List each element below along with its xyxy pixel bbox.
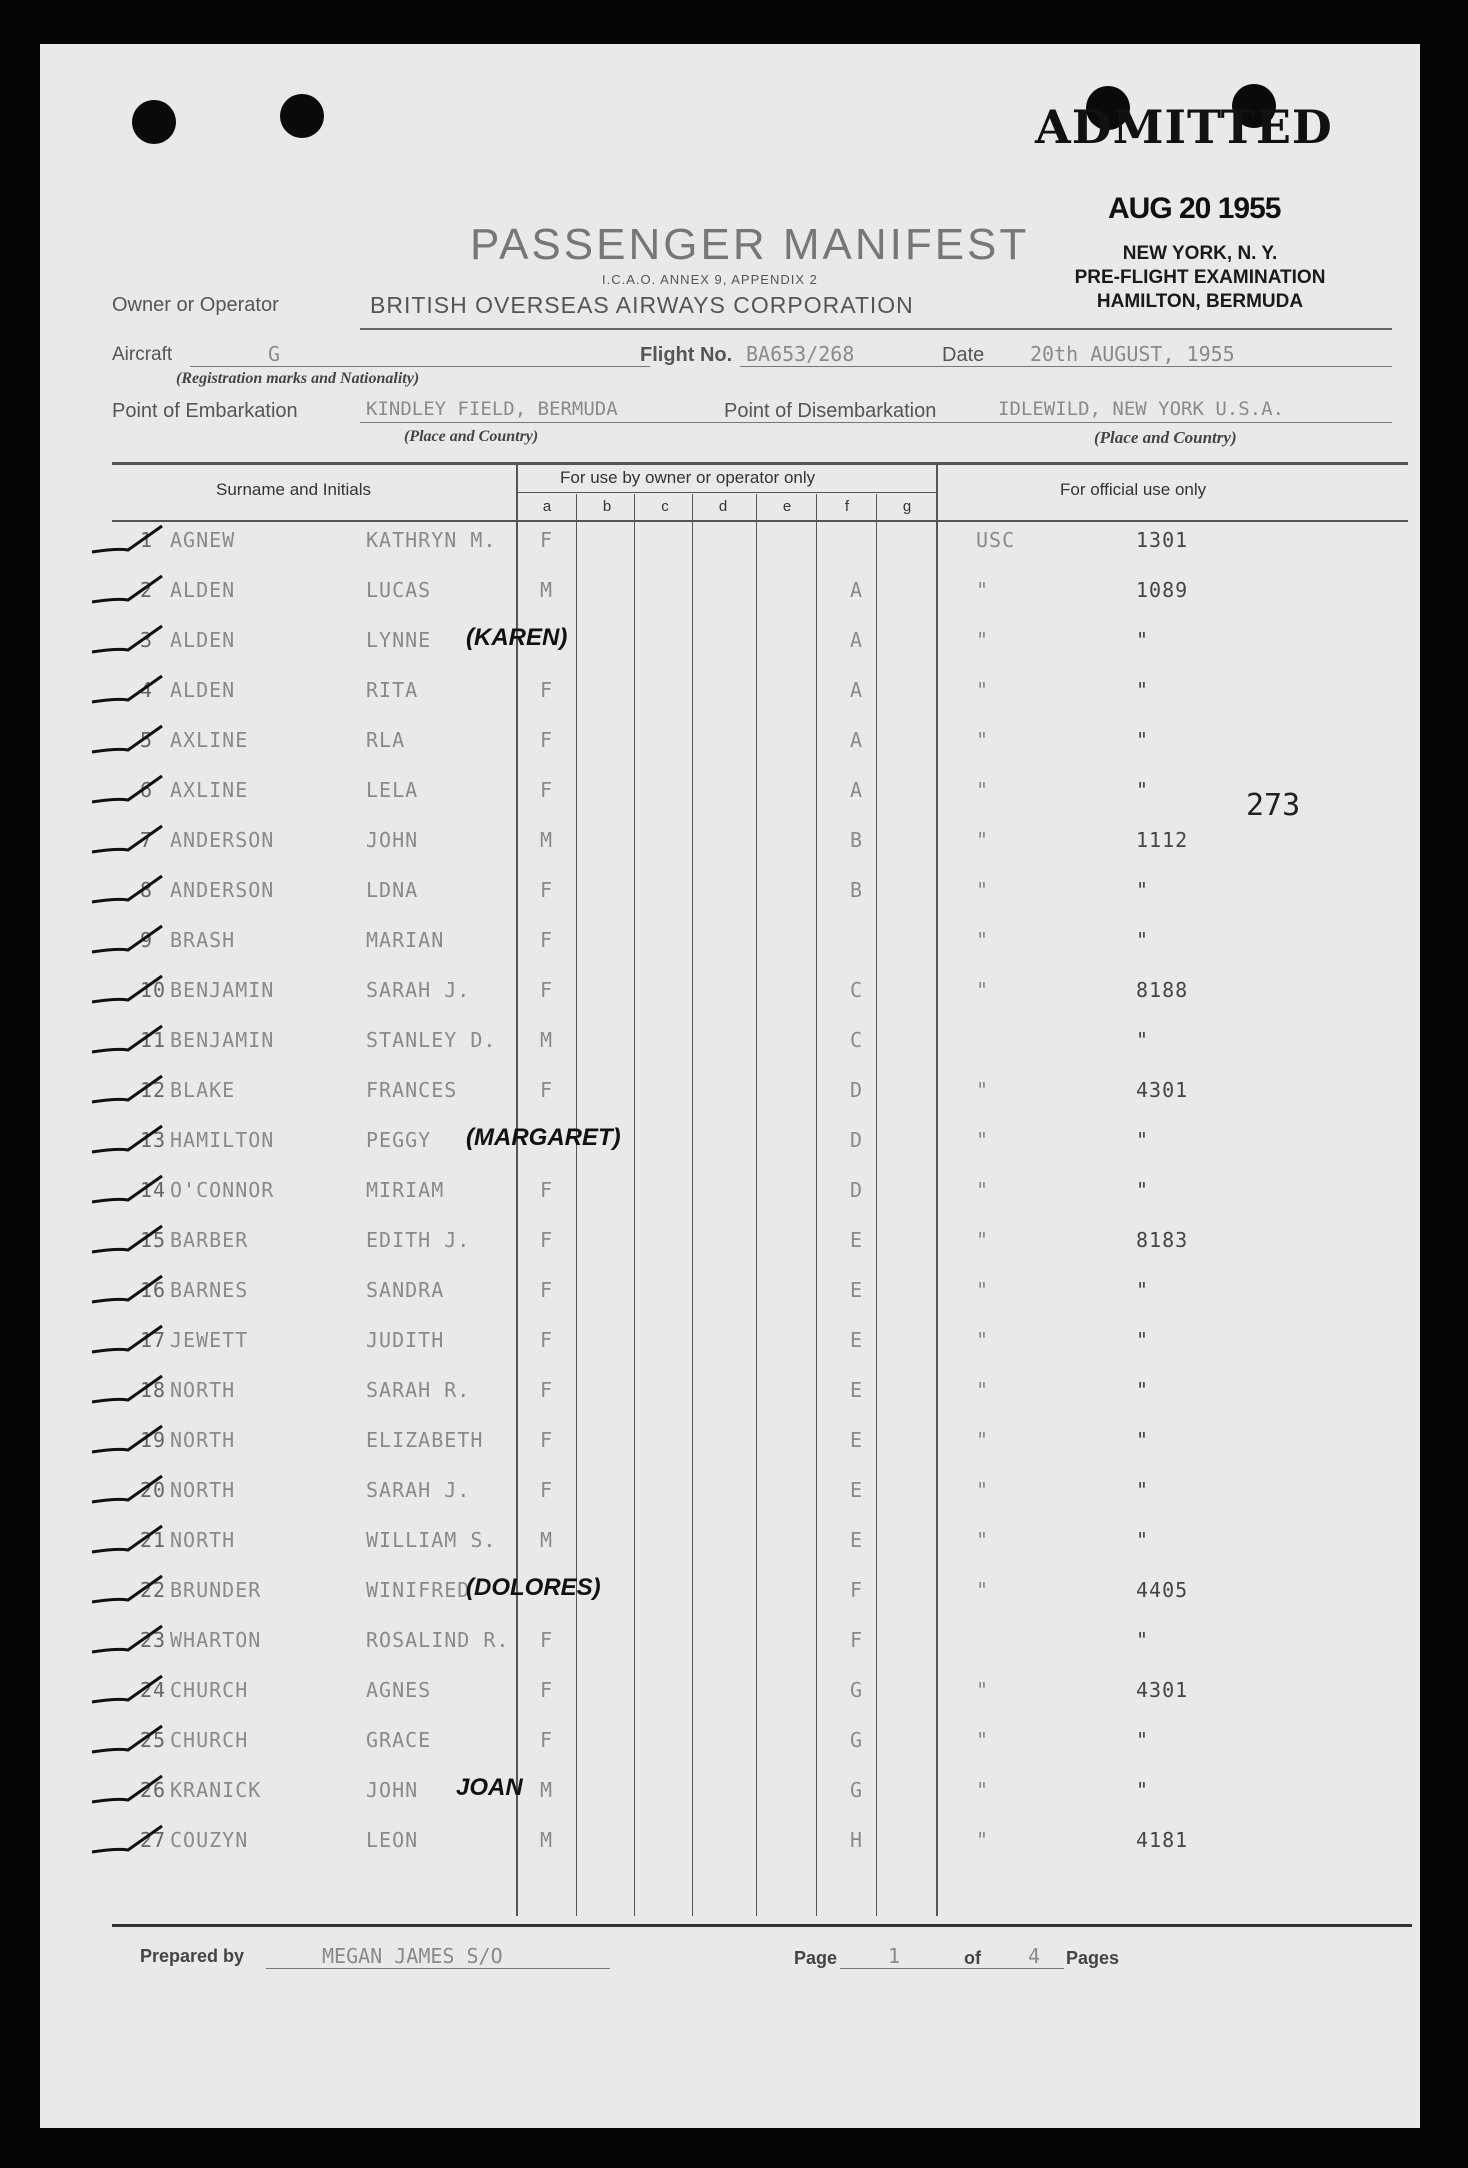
official-number: " bbox=[1136, 728, 1150, 752]
row-number: 25 bbox=[140, 1728, 167, 1752]
sex-code: F bbox=[540, 528, 554, 552]
manifest-page bbox=[40, 44, 1420, 2128]
col-f-code: G bbox=[850, 1728, 864, 1752]
row-number: 11 bbox=[140, 1028, 167, 1052]
row-number: 10 bbox=[140, 978, 167, 1002]
col-f-code: E bbox=[850, 1428, 864, 1452]
surname: WHARTON bbox=[170, 1628, 262, 1652]
official-number: " bbox=[1136, 1278, 1150, 1302]
sex-code: F bbox=[540, 878, 554, 902]
check-mark-icon bbox=[88, 872, 168, 912]
embark-underline bbox=[360, 422, 1392, 423]
check-mark-icon bbox=[88, 772, 168, 812]
official-code: " bbox=[976, 1528, 990, 1552]
owner-col-letter: e bbox=[782, 498, 792, 515]
col-f-code: D bbox=[850, 1178, 864, 1202]
surname: ALDEN bbox=[170, 678, 236, 702]
check-mark-icon bbox=[88, 972, 168, 1012]
col-f-code: B bbox=[850, 878, 864, 902]
surname: AGNEW bbox=[170, 528, 236, 552]
check-mark-icon bbox=[88, 622, 168, 662]
given-names: MIRIAM bbox=[366, 1178, 445, 1202]
given-names: JOHN bbox=[366, 1778, 419, 1802]
official-code: " bbox=[976, 978, 990, 1002]
row-number: 14 bbox=[140, 1178, 167, 1202]
official-number: " bbox=[1136, 1478, 1150, 1502]
disembark-value: IDLEWILD, NEW YORK U.S.A. bbox=[998, 398, 1284, 420]
given-names: RITA bbox=[366, 678, 419, 702]
col-owner-header: For use by owner or operator only bbox=[560, 468, 816, 487]
col-f-code: E bbox=[850, 1278, 864, 1302]
surname: ANDERSON bbox=[170, 828, 275, 852]
official-number: 4181 bbox=[1136, 1828, 1189, 1852]
owner-subheader-rule bbox=[516, 492, 936, 493]
col-f-code: A bbox=[850, 628, 864, 652]
official-code: USC bbox=[976, 528, 1016, 552]
col-f-code: E bbox=[850, 1378, 864, 1402]
aircraft-value: G bbox=[268, 342, 281, 366]
check-mark-icon bbox=[88, 1322, 168, 1362]
col-f-code: F bbox=[850, 1628, 864, 1652]
owner-col-letter: f bbox=[844, 498, 850, 515]
col-f-code: B bbox=[850, 828, 864, 852]
given-names: FRANCES bbox=[366, 1078, 458, 1102]
sex-code: F bbox=[540, 1278, 554, 1302]
owner-label: Owner or Operator bbox=[112, 294, 279, 316]
official-code: " bbox=[976, 1078, 990, 1102]
row-number: 3 bbox=[140, 628, 154, 652]
sex-code: F bbox=[540, 1428, 554, 1452]
flight-underline bbox=[740, 366, 1392, 367]
handwritten-note: (DOLORES) bbox=[466, 1574, 601, 1601]
surname: JEWETT bbox=[170, 1328, 249, 1352]
surname: AXLINE bbox=[170, 778, 249, 802]
given-names: ELIZABETH bbox=[366, 1428, 484, 1452]
embark-label: Point of Embarkation bbox=[112, 400, 298, 422]
official-number: " bbox=[1136, 1728, 1150, 1752]
sex-code: F bbox=[540, 1178, 554, 1202]
official-number: 1112 bbox=[1136, 828, 1189, 852]
official-number: 8183 bbox=[1136, 1228, 1189, 1252]
surname: NORTH bbox=[170, 1478, 236, 1502]
official-code: " bbox=[976, 1478, 990, 1502]
row-number: 27 bbox=[140, 1828, 167, 1852]
check-mark-icon bbox=[88, 1572, 168, 1612]
surname: AXLINE bbox=[170, 728, 249, 752]
col-f-code: C bbox=[850, 1028, 864, 1052]
sex-code: M bbox=[540, 1778, 554, 1802]
sex-code: F bbox=[540, 1378, 554, 1402]
surname: ANDERSON bbox=[170, 878, 275, 902]
prepared-label: Prepared by bbox=[140, 1946, 245, 1966]
table-row bbox=[40, 1574, 1420, 1628]
page-underline bbox=[840, 1968, 1064, 1969]
table-row bbox=[40, 728, 1420, 778]
row-number: 9 bbox=[140, 928, 154, 952]
official-code: " bbox=[976, 578, 990, 602]
table-row bbox=[40, 1228, 1420, 1278]
owner-col-letter: b bbox=[602, 498, 612, 515]
col-f-code: A bbox=[850, 728, 864, 752]
given-names: PEGGY bbox=[366, 1128, 432, 1152]
official-number: " bbox=[1136, 1628, 1150, 1652]
official-number: 4301 bbox=[1136, 1078, 1189, 1102]
table-row bbox=[40, 578, 1420, 628]
surname: KRANICK bbox=[170, 1778, 262, 1802]
check-mark-icon bbox=[88, 1822, 168, 1862]
col-f-code: D bbox=[850, 1128, 864, 1152]
date-label: Date bbox=[942, 344, 985, 366]
punch-hole bbox=[132, 100, 176, 144]
given-names: EDITH J. bbox=[366, 1228, 471, 1252]
pages-value: 4 bbox=[1028, 1944, 1041, 1968]
stamp-date: AUG 20 1955 bbox=[1108, 192, 1281, 225]
row-number: 20 bbox=[140, 1478, 167, 1502]
stamp-line-1: NEW YORK, N. Y. bbox=[1122, 243, 1278, 264]
sex-code: F bbox=[540, 1678, 554, 1702]
given-names: JOHN bbox=[366, 828, 419, 852]
surname: BARNES bbox=[170, 1278, 249, 1302]
disembark-label: Point of Disembarkation bbox=[724, 400, 937, 422]
check-mark-icon bbox=[88, 822, 168, 862]
aircraft-underline bbox=[190, 366, 650, 367]
row-number: 23 bbox=[140, 1628, 167, 1652]
row-number: 1 bbox=[140, 528, 154, 552]
surname: BRASH bbox=[170, 928, 236, 952]
table-row bbox=[40, 1378, 1420, 1428]
col-f-code: E bbox=[850, 1328, 864, 1352]
surname: NORTH bbox=[170, 1378, 236, 1402]
official-code: " bbox=[976, 878, 990, 902]
official-number: " bbox=[1136, 1528, 1150, 1552]
given-names: WILLIAM S. bbox=[366, 1528, 497, 1552]
check-mark-icon bbox=[88, 1672, 168, 1712]
row-number: 19 bbox=[140, 1428, 167, 1452]
sex-code: F bbox=[540, 678, 554, 702]
surname: NORTH bbox=[170, 1528, 236, 1552]
table-row bbox=[40, 1728, 1420, 1778]
official-number: " bbox=[1136, 928, 1150, 952]
row-number: 2 bbox=[140, 578, 154, 602]
given-names: KATHRYN M. bbox=[366, 528, 497, 552]
col-f-code: C bbox=[850, 978, 864, 1002]
owner-col-letter: d bbox=[718, 498, 728, 515]
official-code: " bbox=[976, 1678, 990, 1702]
official-number: " bbox=[1136, 778, 1150, 802]
table-top-rule bbox=[112, 462, 1408, 465]
official-number: " bbox=[1136, 1378, 1150, 1402]
check-mark-icon bbox=[88, 1072, 168, 1112]
given-names: SARAH J. bbox=[366, 978, 471, 1002]
official-number: " bbox=[1136, 1128, 1150, 1152]
official-code: " bbox=[976, 678, 990, 702]
official-number: " bbox=[1136, 628, 1150, 652]
given-names: SANDRA bbox=[366, 1278, 445, 1302]
official-code: " bbox=[976, 1128, 990, 1152]
official-code: " bbox=[976, 1828, 990, 1852]
col-f-code: A bbox=[850, 778, 864, 802]
sex-code: M bbox=[540, 828, 554, 852]
sex-code: M bbox=[540, 1528, 554, 1552]
given-names: LUCAS bbox=[366, 578, 432, 602]
official-code: " bbox=[976, 1378, 990, 1402]
official-code: " bbox=[976, 928, 990, 952]
table-row bbox=[40, 1478, 1420, 1528]
check-mark-icon bbox=[88, 1772, 168, 1812]
row-number: 18 bbox=[140, 1378, 167, 1402]
row-number: 24 bbox=[140, 1678, 167, 1702]
col-f-code: E bbox=[850, 1228, 864, 1252]
check-mark-icon bbox=[88, 1722, 168, 1762]
table-row bbox=[40, 878, 1420, 928]
surname: BLAKE bbox=[170, 1078, 236, 1102]
given-names: AGNES bbox=[366, 1678, 432, 1702]
official-code: " bbox=[976, 728, 990, 752]
of-label: of bbox=[964, 1948, 981, 1968]
official-code: " bbox=[976, 1728, 990, 1752]
sex-code: F bbox=[540, 1078, 554, 1102]
given-names: LEON bbox=[366, 1828, 419, 1852]
owner-col-letter: c bbox=[661, 498, 669, 515]
official-number: 1301 bbox=[1136, 528, 1189, 552]
table-row bbox=[40, 1828, 1420, 1878]
table-row bbox=[40, 1328, 1420, 1378]
given-names: JUDITH bbox=[366, 1328, 445, 1352]
page-value: 1 bbox=[888, 1944, 901, 1968]
flight-value: BA653/268 bbox=[746, 342, 855, 366]
table-row bbox=[40, 1124, 1420, 1178]
table-row bbox=[40, 624, 1420, 678]
row-number: 4 bbox=[140, 678, 154, 702]
col-f-code: E bbox=[850, 1478, 864, 1502]
table-row bbox=[40, 1428, 1420, 1478]
official-code: " bbox=[976, 828, 990, 852]
row-number: 13 bbox=[140, 1128, 167, 1152]
official-code: " bbox=[976, 628, 990, 652]
row-number: 21 bbox=[140, 1528, 167, 1552]
punch-hole bbox=[280, 94, 324, 138]
official-number: " bbox=[1136, 1178, 1150, 1202]
official-number: " bbox=[1136, 678, 1150, 702]
owner-col-letter: a bbox=[542, 498, 552, 515]
sex-code: M bbox=[540, 578, 554, 602]
check-mark-icon bbox=[88, 522, 168, 562]
registration-note: (Registration marks and Nationality) bbox=[176, 370, 420, 387]
given-names: MARIAN bbox=[366, 928, 445, 952]
side-number: 273 bbox=[1246, 788, 1301, 823]
row-number: 8 bbox=[140, 878, 154, 902]
table-row bbox=[40, 1178, 1420, 1228]
handwritten-note: (KAREN) bbox=[466, 624, 568, 651]
surname: ALDEN bbox=[170, 578, 236, 602]
official-number: 4405 bbox=[1136, 1578, 1189, 1602]
col-official-header: For official use only bbox=[1060, 480, 1207, 499]
row-number: 15 bbox=[140, 1228, 167, 1252]
official-code: " bbox=[976, 1778, 990, 1802]
sex-code: F bbox=[540, 1728, 554, 1752]
given-names: ROSALIND R. bbox=[366, 1628, 510, 1652]
row-number: 12 bbox=[140, 1078, 167, 1102]
prepared-value: MEGAN JAMES S/O bbox=[322, 1944, 503, 1968]
official-number: " bbox=[1136, 1428, 1150, 1452]
col-f-code: A bbox=[850, 578, 864, 602]
embark-note: (Place and Country) bbox=[404, 428, 539, 445]
check-mark-icon bbox=[88, 1272, 168, 1312]
row-number: 17 bbox=[140, 1328, 167, 1352]
surname: BRUNDER bbox=[170, 1578, 262, 1602]
surname: CHURCH bbox=[170, 1678, 249, 1702]
official-code: " bbox=[976, 1278, 990, 1302]
sex-code: F bbox=[540, 1628, 554, 1652]
given-names: SARAH R. bbox=[366, 1378, 471, 1402]
surname: COUZYN bbox=[170, 1828, 249, 1852]
embark-value: KINDLEY FIELD, BERMUDA bbox=[366, 398, 618, 420]
table-row bbox=[40, 1774, 1420, 1828]
surname: O'CONNOR bbox=[170, 1178, 275, 1202]
handwritten-note: JOAN bbox=[456, 1774, 523, 1801]
col-f-code: H bbox=[850, 1828, 864, 1852]
official-number: 4301 bbox=[1136, 1678, 1189, 1702]
stamp-line-3: HAMILTON, BERMUDA bbox=[1096, 291, 1304, 312]
official-number: 1089 bbox=[1136, 578, 1189, 602]
sex-code: M bbox=[540, 1828, 554, 1852]
official-code: " bbox=[976, 1328, 990, 1352]
table-header-rule bbox=[112, 520, 1408, 522]
sex-code: F bbox=[540, 928, 554, 952]
check-mark-icon bbox=[88, 1372, 168, 1412]
table-row bbox=[40, 1628, 1420, 1678]
official-code: " bbox=[976, 778, 990, 802]
surname: NORTH bbox=[170, 1428, 236, 1452]
row-number: 7 bbox=[140, 828, 154, 852]
table-row bbox=[40, 1028, 1420, 1078]
check-mark-icon bbox=[88, 1622, 168, 1662]
check-mark-icon bbox=[88, 1472, 168, 1512]
check-mark-icon bbox=[88, 922, 168, 962]
table-row bbox=[40, 828, 1420, 878]
table-row bbox=[40, 928, 1420, 978]
table-row bbox=[40, 778, 1420, 828]
row-number: 26 bbox=[140, 1778, 167, 1802]
official-code: " bbox=[976, 1578, 990, 1602]
table-row bbox=[40, 678, 1420, 728]
sex-code: F bbox=[540, 1328, 554, 1352]
page-title: PASSENGER MANIFEST bbox=[470, 220, 1030, 269]
table-bottom-rule bbox=[112, 1924, 1412, 1927]
row-number: 5 bbox=[140, 728, 154, 752]
given-names: GRACE bbox=[366, 1728, 432, 1752]
table-row bbox=[40, 1678, 1420, 1728]
check-mark-icon bbox=[88, 1422, 168, 1462]
check-mark-icon bbox=[88, 1022, 168, 1062]
official-code: " bbox=[976, 1428, 990, 1452]
surname: ALDEN bbox=[170, 628, 236, 652]
table-row bbox=[40, 1528, 1420, 1578]
surname: HAMILTON bbox=[170, 1128, 275, 1152]
sex-code: F bbox=[540, 978, 554, 1002]
check-mark-icon bbox=[88, 722, 168, 762]
given-names: LELA bbox=[366, 778, 419, 802]
official-number: " bbox=[1136, 1328, 1150, 1352]
handwritten-note: (MARGARET) bbox=[466, 1124, 621, 1151]
page-label: Page bbox=[794, 1948, 838, 1968]
row-number: 16 bbox=[140, 1278, 167, 1302]
sex-code: F bbox=[540, 1478, 554, 1502]
date-value: 20th AUGUST, 1955 bbox=[1030, 342, 1235, 366]
given-names: SARAH J. bbox=[366, 1478, 471, 1502]
owner-col-letter: g bbox=[902, 498, 912, 515]
table-row bbox=[40, 1078, 1420, 1128]
table-row bbox=[40, 978, 1420, 1028]
col-f-code: A bbox=[850, 678, 864, 702]
check-mark-icon bbox=[88, 1222, 168, 1262]
aircraft-label: Aircraft bbox=[112, 344, 173, 365]
sex-code: F bbox=[540, 1228, 554, 1252]
col-f-code: G bbox=[850, 1678, 864, 1702]
surname: BENJAMIN bbox=[170, 1028, 275, 1052]
col-f-code: F bbox=[850, 1578, 864, 1602]
col-f-code: D bbox=[850, 1078, 864, 1102]
col-f-code: G bbox=[850, 1778, 864, 1802]
surname: CHURCH bbox=[170, 1728, 249, 1752]
table-row bbox=[40, 1278, 1420, 1328]
sex-code: M bbox=[540, 1028, 554, 1052]
sex-code: F bbox=[540, 728, 554, 752]
check-mark-icon bbox=[88, 672, 168, 712]
given-names: LYNNE bbox=[366, 628, 432, 652]
given-names: STANLEY D. bbox=[366, 1028, 497, 1052]
given-names: RLA bbox=[366, 728, 406, 752]
check-mark-icon bbox=[88, 1172, 168, 1212]
surname: BENJAMIN bbox=[170, 978, 275, 1002]
row-number: 6 bbox=[140, 778, 154, 802]
check-mark-icon bbox=[88, 1122, 168, 1162]
official-number: " bbox=[1136, 1778, 1150, 1802]
col-name-header: Surname and Initials bbox=[216, 480, 371, 499]
row-number: 22 bbox=[140, 1578, 167, 1602]
given-names: WINIFRED bbox=[366, 1578, 471, 1602]
sex-code: F bbox=[540, 778, 554, 802]
check-mark-icon bbox=[88, 572, 168, 612]
owner-value: BRITISH OVERSEAS AIRWAYS CORPORATION bbox=[370, 292, 914, 318]
surname: BARBER bbox=[170, 1228, 249, 1252]
official-number: 8188 bbox=[1136, 978, 1189, 1002]
given-names: LDNA bbox=[366, 878, 419, 902]
flight-label: Flight No. bbox=[640, 344, 733, 366]
official-number: " bbox=[1136, 878, 1150, 902]
col-f-code: E bbox=[850, 1528, 864, 1552]
divider bbox=[360, 328, 1392, 330]
official-number: " bbox=[1136, 1028, 1150, 1052]
official-code: " bbox=[976, 1228, 990, 1252]
admitted-stamp: ADMITTED bbox=[1035, 100, 1333, 154]
pages-label: Pages bbox=[1066, 1948, 1120, 1968]
check-mark-icon bbox=[88, 1522, 168, 1562]
prepared-underline bbox=[266, 1968, 610, 1969]
disembark-note: (Place and Country) bbox=[1094, 428, 1237, 447]
page-subtitle: I.C.A.O. ANNEX 9, APPENDIX 2 bbox=[602, 272, 818, 287]
official-code: " bbox=[976, 1178, 990, 1202]
table-row bbox=[40, 528, 1420, 578]
stamp-line-2: PRE-FLIGHT EXAMINATION bbox=[1074, 267, 1326, 288]
